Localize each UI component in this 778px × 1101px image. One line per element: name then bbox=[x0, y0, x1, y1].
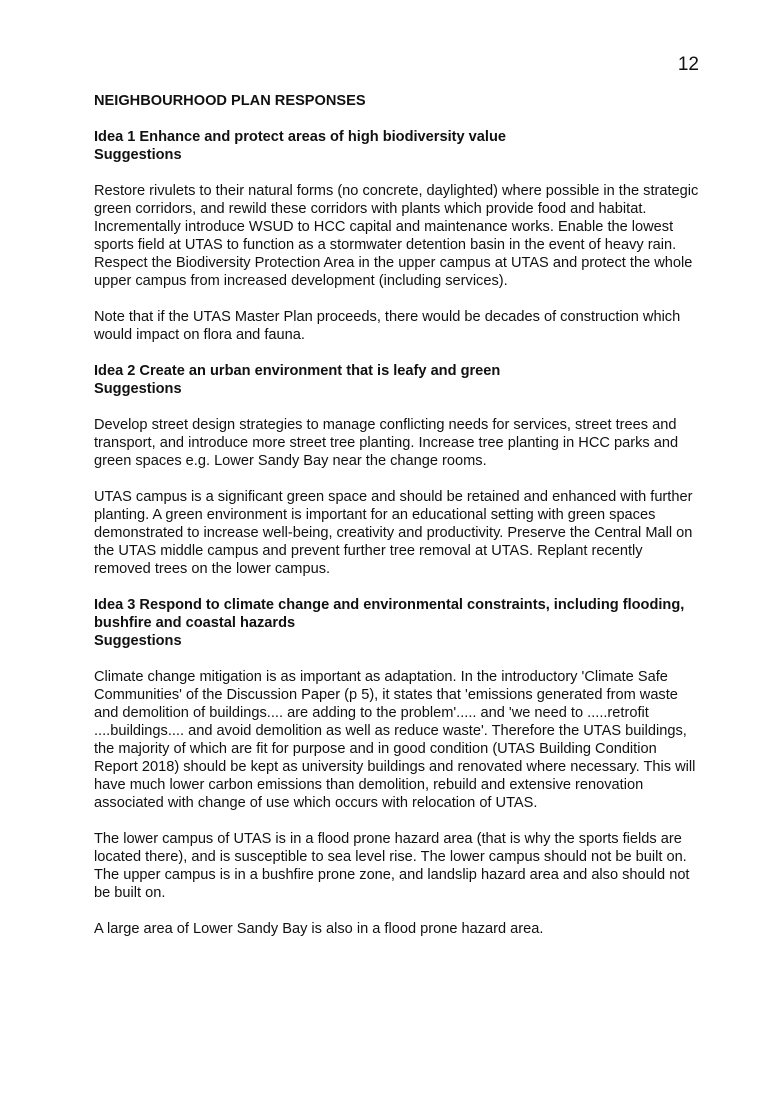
paragraph: A large area of Lower Sandy Bay is also in a flood prone hazard area. bbox=[94, 921, 544, 937]
paragraph: Restore rivulets to their natural forms (no concrete, daylighted) where possible in the strategic green corridors, and rewild these corridors with plants which provide food and habitat. Incrementally introduce WSUD to HCC capital and maintenance works. Enable the lowest sports field at UTAS to function as a stormwater detention basin in the event of heavy rain. Respect the Biodiversity Protection Area in the upper campus at UTAS and protect the whole upper campus from increased development (including services). bbox=[94, 183, 699, 289]
section-idea-1 bbox=[94, 128, 699, 344]
page-heading: NEIGHBOURHOOD PLAN RESPONSES bbox=[94, 93, 366, 109]
section-subtitle: Suggestions bbox=[94, 633, 182, 649]
section-subtitle: Suggestions bbox=[94, 147, 182, 163]
section-title: Idea 1 Enhance and protect areas of high biodiversity value bbox=[94, 129, 506, 145]
section-title: Idea 3 Respond to climate change and environmental constraints, including flooding, bushfire and coastal hazards bbox=[94, 597, 685, 631]
section-idea-3 bbox=[94, 596, 699, 938]
document-content bbox=[94, 92, 699, 956]
paragraph: Develop street design strategies to manage conflicting needs for services, street trees and transport, and introduce more street tree planting. Increase tree planting in HCC parks and green spaces e.g. Lower Sandy Bay near the change rooms. bbox=[94, 417, 679, 469]
section-subtitle: Suggestions bbox=[94, 381, 182, 397]
paragraph: Climate change mitigation is as important as adaptation. In the introductory 'Climate Safe Communities' of the Discussion Paper (p 5), it states that 'emissions generated from waste and demolition of buildings.... are adding to the problem'..... and 'we need to .....retrofit ....buildings.... and avoid demolition as well as reduce waste'. Therefore the UTAS buildings, the majority of which are fit for purpose and in good condition (UTAS Building Condition Report 2018) should be kept as university buildings and renovated where necessary. This will have much lower carbon emissions than demolition, rebuild and extensive renovation associated with change of use which occurs with relocation of UTAS. bbox=[94, 669, 696, 811]
paragraph: The lower campus of UTAS is in a flood prone hazard area (that is why the sports fields are located there), and is susceptible to sea level rise. The lower campus should not be built on. The upper campus is in a bushfire prone zone, and landslip hazard area and also should not be built on. bbox=[94, 831, 690, 901]
section-idea-2 bbox=[94, 362, 699, 578]
paragraph: Note that if the UTAS Master Plan proceeds, there would be decades of construction which would impact on flora and fauna. bbox=[94, 309, 681, 343]
section-title: Idea 2 Create an urban environment that is leafy and green bbox=[94, 363, 501, 379]
paragraph: UTAS campus is a significant green space and should be retained and enhanced with further planting. A green environment is important for an educational setting with green spaces demonstrated to increase well-being, creativity and productivity. Preserve the Central Mall on the UTAS middle campus and prevent further tree removal at UTAS. Replant recently removed trees on the lower campus. bbox=[94, 489, 693, 577]
page-number: 12 bbox=[677, 54, 699, 75]
